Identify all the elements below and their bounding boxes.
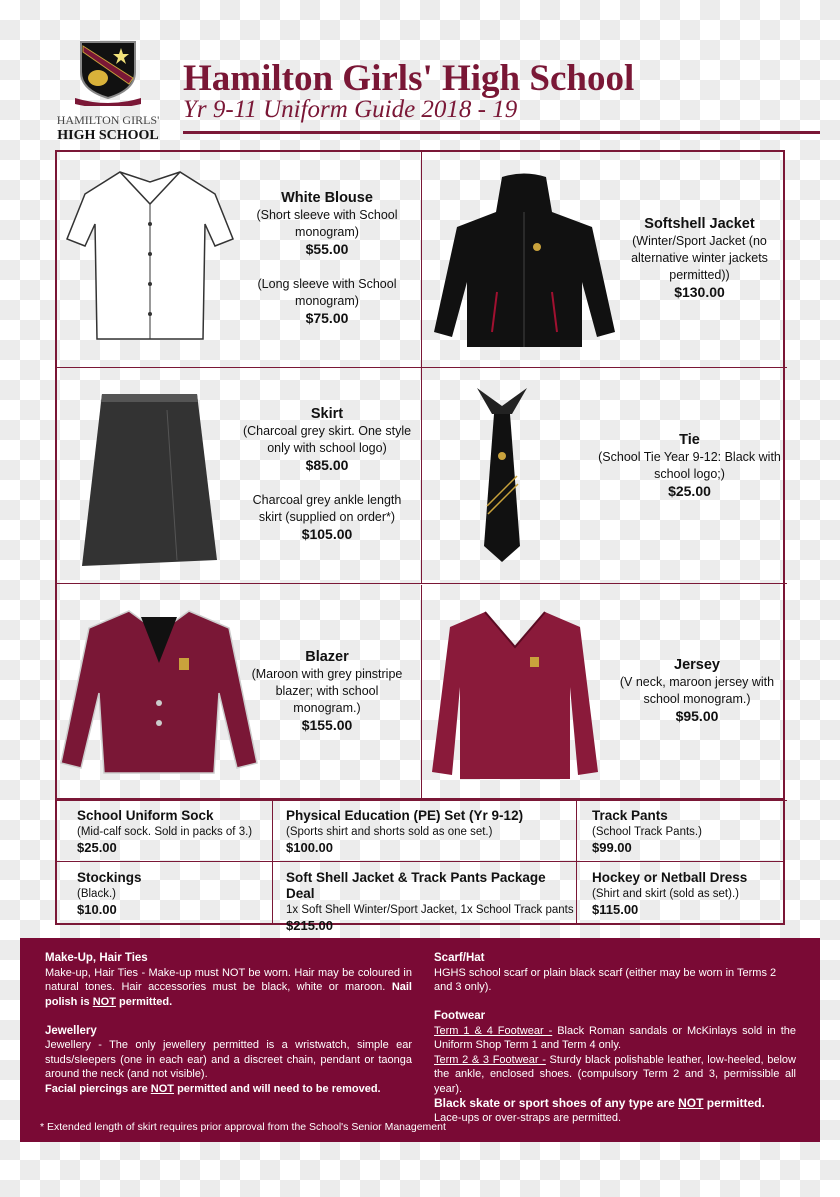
jacket-image xyxy=(432,172,617,352)
footwear-term2-text: Sturdy black polishable leather, low-heeled, below the ankle, enclosed shoes. (compulsory Term 2 and 3, permissible all year). xyxy=(434,1053,796,1095)
item-desc: (Black.) xyxy=(77,888,116,900)
blazer-image xyxy=(59,603,259,783)
makeup-not: NOT xyxy=(92,995,116,1008)
item-desc: (Charcoal grey skirt. One style only with school logo) xyxy=(242,424,412,455)
item-text xyxy=(612,657,782,726)
school-logo xyxy=(52,38,164,143)
item-text xyxy=(242,190,412,328)
item-blazer xyxy=(57,585,422,801)
uniform-rules-panel xyxy=(20,938,820,1142)
footwear-term2-label: Term 2 & 3 Footwear - xyxy=(434,1053,546,1066)
shoe-warning-end: permitted. xyxy=(703,1096,765,1110)
piercing-warning: Facial piercings are xyxy=(45,1082,151,1095)
item-tie xyxy=(422,368,787,584)
page-title: Hamilton Girls' High School xyxy=(183,58,635,99)
scarf-text: HGHS school scarf or plain black scarf (either may be worn in Terms 2 and 3 only). xyxy=(434,966,777,993)
logo-line2: HIGH SCHOOL xyxy=(57,128,159,143)
makeup-heading: Make-Up, Hair Ties xyxy=(45,952,148,964)
footwear-term1-text: Black Roman sandals or McKinlays sold in the Uniform Shop Term 1 and Term 4 only. xyxy=(434,1024,796,1051)
makeup-text xyxy=(45,966,412,1010)
item-stockings xyxy=(57,862,273,924)
item-name: Stockings xyxy=(77,870,142,885)
item-desc: 1x Soft Shell Winter/Sport Jacket, 1x School Track pants xyxy=(286,904,574,916)
item-price: $155.00 xyxy=(301,717,353,733)
logo-line1: HAMILTON GIRLS' xyxy=(56,113,160,127)
item-desc: (Short sleeve with School monogram) xyxy=(256,208,398,239)
footwear-heading: Footwear xyxy=(434,1010,486,1022)
rules-right-column xyxy=(434,951,796,1125)
item-name: Soft Shell Jacket & Track Pants Package Deal xyxy=(286,870,546,901)
page-subtitle: Yr 9-11 Uniform Guide 2018 - 19 xyxy=(183,96,518,123)
footwear-term1-label: Term 1 & 4 Footwear - xyxy=(434,1024,553,1037)
jewellery-heading: Jewellery xyxy=(45,1024,97,1037)
item-price: $100.00 xyxy=(286,840,333,855)
accessories-table xyxy=(55,800,785,933)
item-price: $10.00 xyxy=(77,902,117,917)
item-track-pants xyxy=(577,800,785,862)
item-name: Track Pants xyxy=(592,808,668,823)
item-price: $85.00 xyxy=(305,457,349,473)
shoe-warning: Black skate or sport shoes of any type are xyxy=(434,1096,679,1110)
item-name: White Blouse xyxy=(281,190,373,206)
uniform-grid xyxy=(55,150,785,800)
item-desc: (School Tie Year 9-12: Black with school logo;) xyxy=(598,450,781,481)
item-price: $25.00 xyxy=(77,840,117,855)
item-price: $25.00 xyxy=(668,483,711,499)
piercing-not: NOT xyxy=(150,1082,175,1095)
item-school-sock xyxy=(57,800,273,862)
item-desc: (Mid-calf sock. Sold in packs of 3.) xyxy=(77,826,253,838)
item-softshell-jacket xyxy=(422,152,787,368)
item-text xyxy=(242,649,412,735)
piercing-warning-end: permitted and will need to be removed. xyxy=(174,1082,381,1095)
makeup-body: Make-up, Hair Ties - Make-up must NOT be worn. Hair may be coloured in natural tones. Hair accessories must be black, white or maroon. xyxy=(45,966,412,993)
item-desc-2: Charcoal grey ankle length skirt (supplied on order*) xyxy=(252,493,402,524)
item-price: $55.00 xyxy=(305,241,349,257)
item-price: $115.00 xyxy=(592,902,639,917)
item-package-deal xyxy=(273,862,577,933)
item-price: $95.00 xyxy=(675,708,719,724)
item-skirt xyxy=(57,368,422,584)
item-text xyxy=(617,216,782,302)
item-price-2: $105.00 xyxy=(301,526,353,542)
header-divider xyxy=(183,131,820,134)
makeup-warning: Nail polish is xyxy=(45,981,412,1008)
tie-image xyxy=(472,386,532,566)
scarf-heading: Scarf/Hat xyxy=(434,952,485,964)
blouse-image xyxy=(65,164,235,344)
item-desc: (Winter/Sport Jacket (no alternative winter jackets permitted)) xyxy=(631,234,768,282)
item-desc: (Maroon with grey pinstripe blazer; with school monogram.) xyxy=(251,667,403,715)
item-price: $130.00 xyxy=(674,284,725,300)
item-text xyxy=(242,406,412,544)
item-name: Softshell Jacket xyxy=(644,216,755,232)
item-desc: (Shirt and skirt (sold as set).) xyxy=(592,888,739,900)
makeup-warning-end: permitted. xyxy=(115,995,173,1008)
item-price: $215.00 xyxy=(286,918,333,933)
footwear-note: Lace-ups or over-straps are permitted. xyxy=(434,1111,622,1124)
item-pe-set xyxy=(273,800,577,862)
skirt-image xyxy=(82,390,222,568)
item-sports-dress xyxy=(577,862,785,924)
item-price: $99.00 xyxy=(592,840,632,855)
item-name: Hockey or Netball Dress xyxy=(592,870,748,885)
item-white-blouse xyxy=(57,152,422,368)
school-crest-icon xyxy=(73,38,143,106)
jersey-image xyxy=(430,607,600,782)
footnote: * Extended length of skirt requires prior approval from the School's Senior Management xyxy=(40,1120,446,1133)
item-desc: (School Track Pants.) xyxy=(592,826,702,838)
item-name: Physical Education (PE) Set (Yr 9-12) xyxy=(286,808,524,823)
item-name: Blazer xyxy=(305,649,349,665)
shoe-not: NOT xyxy=(678,1096,704,1110)
rules-left-column xyxy=(45,951,412,1096)
item-name: Skirt xyxy=(310,406,344,422)
item-text xyxy=(597,432,782,501)
item-name: Tie xyxy=(679,432,700,448)
item-desc-2: (Long sleeve with School monogram) xyxy=(257,277,397,308)
item-desc: (Sports shirt and shorts sold as one set.) xyxy=(286,826,493,838)
item-price-2: $75.00 xyxy=(305,310,349,326)
jewellery-text: Jewellery - The only jewellery permitted is a wristwatch, simple ear studs/sleepers (one in each ear) and a discreet chain, pendant or taonga around the neck (and not visible). xyxy=(45,1039,412,1080)
item-name: Jersey xyxy=(674,657,720,673)
item-name: School Uniform Sock xyxy=(77,808,214,823)
item-jersey xyxy=(422,585,787,801)
item-desc: (V neck, maroon jersey with school monogram.) xyxy=(619,675,775,706)
